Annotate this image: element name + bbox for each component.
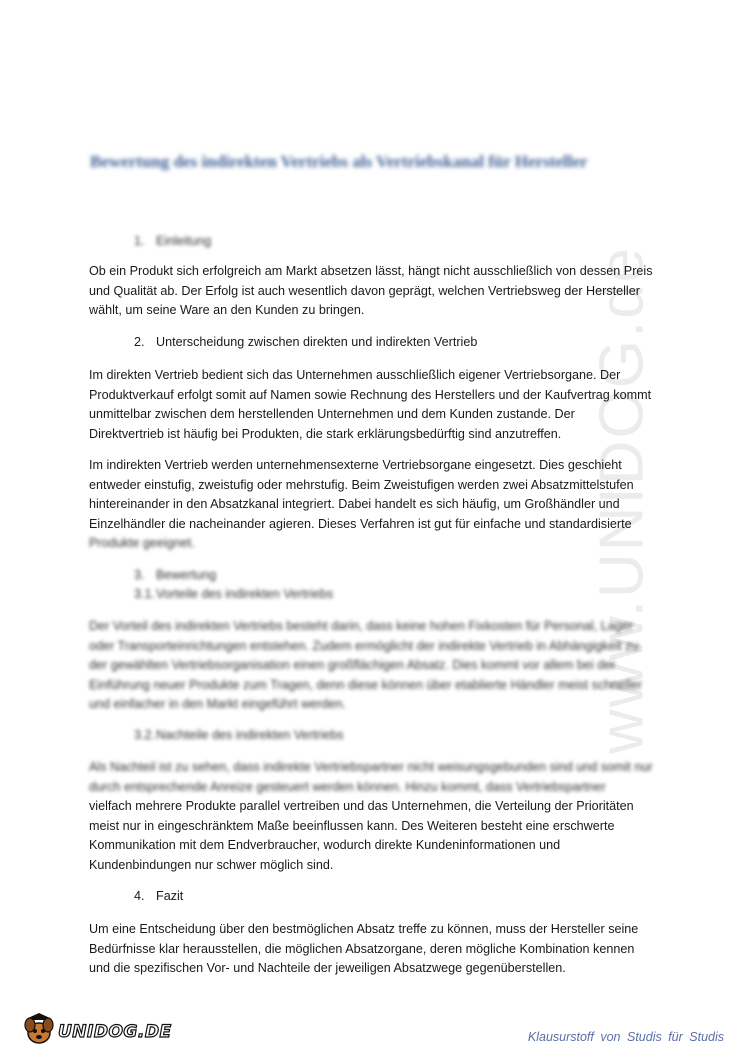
section-heading-3-1: 3.1.Vorteile des indirekten Vertriebs [134, 587, 334, 601]
watermark: www.UNIDOG.de [587, 245, 657, 755]
paragraph-direct-sales: Im direkten Vertrieb bedient sich das Unternehmen ausschließlich eigener Vertriebsorgane. Der Produktverkauf erfolgt somit auf Namen sowie Rechnung des Herstellers und der Kaufvertrag kommt unmittelbar zwischen dem herstellenden Unternehmen und dem Kunden zustande. Der Direktvertrieb ist häufig bei Produkten, die stark erklärungsbedürftig sind anzutreffen. [89, 368, 652, 441]
dog-mascot-icon [22, 1013, 56, 1050]
paragraph-intro: Ob ein Produkt sich erfolgreich am Markt absetzen lässt, hängt nicht ausschließlich von dessen Preis und Qualität ab. Der Erfolg ist auch wesentlich davon geprägt, welchen Vertriebsweg der Hersteller wählt, um seine Ware an den Kunden zu bringen. [89, 264, 653, 318]
paragraph-conclusion: Um eine Entscheidung über den bestmöglichen Absatz treffe zu können, muss der Hersteller seine Bedürfnisse klar herausstellen, die möglichen Absatzorgane, deren mögliche Kombination kennen und die spezifischen Vor- und Nachteile der jeweiligen Absatzwege gegenüberstellen. [89, 922, 639, 976]
section-heading-2: 2. Unterscheidung zwischen direkten und indirekten Vertrieb [134, 335, 478, 349]
section-heading-4: 4. Fazit [134, 889, 184, 903]
paragraph-indirect-sales: Im indirekten Vertrieb werden unternehmensexterne Vertriebsorgane eingesetzt. Dies geschieht entweder einstufig, zweistufig oder mehrstufig. Beim Zweistufigen werden zwei Absatzmittelstufen hintereinander in den Absatzkanal integriert. Dabei handelt es sich häufig, um Großhändler und Einzelhändler die nacheinander agieren. Dieses Verfahren ist gut für einfache und standardisierte Produkte geeignet. [89, 458, 634, 551]
section-heading-1: 1. Einleitung [134, 234, 212, 248]
section-heading-3: 3. Bewertung [134, 568, 217, 582]
document-title: Bewertung des indirekten Vertriebs als Vertriebskanal für Hersteller [90, 152, 588, 171]
footer-tagline: Klausurstoff von Studis für Studis [527, 1030, 724, 1044]
paragraph-disadvantages: Als Nachteil ist zu sehen, dass indirekte Vertriebspartner nicht weisungsgebunden sind und somit nur durch entsprechende Anreize gesteuert werden können. Hinzu kommt, dass Vertriebspartner vielfach mehrere Produkte parallel vertreiben und das Unternehmen, die Verteilung der Prioritäten meist nur in eingeschränktem Maße beeinflussen kann. Des Weiteren besteht eine erschwerte Kommunikation mit dem Endverbraucher, wodurch direkte Kundeninformationen und Kundenbindungen nur schwer möglich sind. [89, 760, 653, 872]
logo-text: UNIDOG.DE [58, 1021, 172, 1042]
unidog-logo [22, 1013, 172, 1050]
paragraph-advantages: Der Vorteil des indirekten Vertriebs besteht darin, dass keine hohen Fixkosten für Personal, Lager oder Transporteinrichtungen entstehen. Zudem ermöglicht der indirekte Vertrieb in Abhängigkeit zu der gewählten Vertriebsorganisation einen großflächigen Absatz. Dies kommt vor allem bei der Einführung neuer Produkte zum Tragen, denn diese können über etablierte Händler meist schneller und einfacher in den Markt eingeführt werden. [89, 619, 643, 712]
section-heading-3-2: 3.2.Nachteile des indirekten Vertriebs [134, 728, 344, 742]
